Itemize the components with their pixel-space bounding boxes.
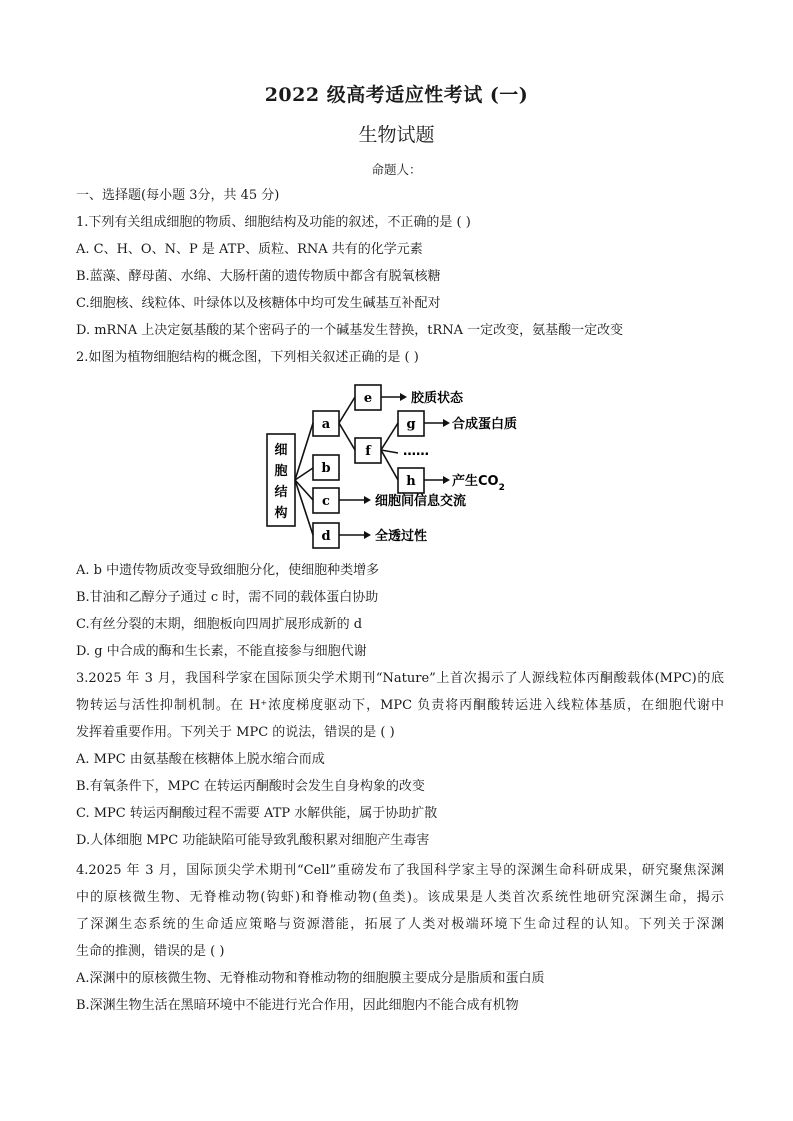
q3-option-c: C. MPC 转运丙酮酸过程不需要 ATP 水解供能，属于协助扩散 (76, 806, 438, 821)
cell-structure-diagram (262, 380, 542, 555)
q4-option-a: A.深渊中的原核微生物、无脊椎动物和脊椎动物的细胞膜主要成分是脂质和蛋白质 (76, 971, 545, 986)
q4-stem-line-1: 4.2025 年 3 月，国际顶尖学术期刊“Cell”重磅发布了我国科学家主导的深渊生命科研成果，研究聚焦深渊 (76, 863, 724, 878)
q1-option-a: A. C、H、O、N、P 是 ATP、质粒、RNA 共有的化学元素 (76, 242, 423, 257)
q2-option-a: A. b 中遗传物质改变导致细胞分化，使细胞种类增多 (76, 563, 380, 578)
node-a: a (321, 417, 331, 432)
q4-stem-line-2: 中的原核微生物、无脊椎动物(钩虾)和脊椎动物(鱼类)。该成果是人类首次系统性地研究深渊生命，揭示 (76, 890, 724, 905)
node-e: e (363, 391, 373, 406)
q2-option-c: C.有丝分裂的末期，细胞板向四周扩展形成新的 d (76, 617, 363, 632)
q1-option-b: B.蓝藻、酵母菌、水绵、大肠杆菌的遗传物质中都含有脱氧核糖 (76, 269, 441, 284)
q4-stem-line-3: 了深渊生态系统的生命适应策略与资源潜能，拓展了人类对极端环境下生命过程的认知。下列关于深渊 (76, 917, 724, 932)
q2-option-d: D. g 中合成的酶和生长素，不能直接参与细胞代谢 (76, 644, 367, 659)
node-g: g (406, 417, 416, 432)
q3-stem-line-3: 发挥着重要作用。下列关于 MPC 的说法，错误的是 ( ) (76, 725, 395, 740)
node-f: f (365, 444, 371, 459)
q1-stem: 1.下列有关组成细胞的物质、细胞结构及功能的叙述，不正确的是 ( ) (76, 215, 471, 230)
q4-option-b: B.深渊生物生活在黑暗环境中不能进行光合作用，因此细胞内不能合成有机物 (76, 998, 519, 1013)
label-c: 细胞间信息交流 (375, 494, 467, 509)
root-char-3: 结 (274, 485, 288, 500)
q3-option-d: D.人体细胞 MPC 功能缺陷可能导致乳酸积累对细胞产生毒害 (76, 833, 430, 848)
q3-stem-line-1: 3.2025 年 3 月，我国科学家在国际顶尖学术期刊“Nature”上首次揭示了人源线粒体丙酮酸载体(MPC)的底 (76, 671, 724, 686)
label-h-main: 产生CO (452, 474, 499, 489)
node-c: c (322, 494, 330, 509)
q1-option-d: D. mRNA 上决定氨基酸的某个密码子的一个碱基发生替换，tRNA 一定改变，氨基酸一定改变 (76, 323, 624, 338)
section-heading: 一、选择题(每小题 3分，共 45 分) (76, 188, 280, 203)
q2-option-b: B.甘油和乙醇分子通过 c 时，需不同的载体蛋白协助 (76, 590, 379, 605)
node-h: h (406, 474, 416, 489)
label-d: 全透过性 (375, 529, 428, 544)
q4-stem-line-4: 生命的推测，错误的是 ( ) (76, 944, 225, 959)
root-char-2: 胞 (274, 464, 288, 479)
author-label: 命题人： (371, 162, 422, 177)
q2-stem: 2.如图为植物细胞结构的概念图，下列相关叙述正确的是 ( ) (76, 350, 419, 365)
q3-stem-line-2: 物转运与活性抑制机制。在 H⁺浓度梯度驱动下，MPC 负责将丙酮酸转运进入线粒体基质，在细胞代谢中 (76, 698, 724, 713)
q3-option-a: A. MPC 由氨基酸在核糖体上脱水缩合而成 (76, 752, 325, 767)
label-dots: …… (403, 444, 429, 459)
label-h (452, 473, 505, 493)
exam-title: 2022 级高考适应性考试 (一) (264, 84, 529, 106)
root-char-1: 细 (274, 443, 288, 458)
node-d: d (321, 529, 331, 544)
label-h-subscript: 2 (498, 483, 505, 493)
exam-subtitle: 生物试题 (358, 124, 435, 146)
label-g: 合成蛋白质 (452, 417, 518, 432)
label-e: 胶质状态 (411, 391, 464, 406)
q1-option-c: C.细胞核、线粒体、叶绿体以及核糖体中均可发生碱基互补配对 (76, 296, 441, 311)
q3-option-b: B.有氧条件下，MPC 在转运丙酮酸时会发生自身构象的改变 (76, 779, 425, 794)
node-b: b (321, 461, 331, 476)
root-char-4: 构 (274, 506, 288, 521)
